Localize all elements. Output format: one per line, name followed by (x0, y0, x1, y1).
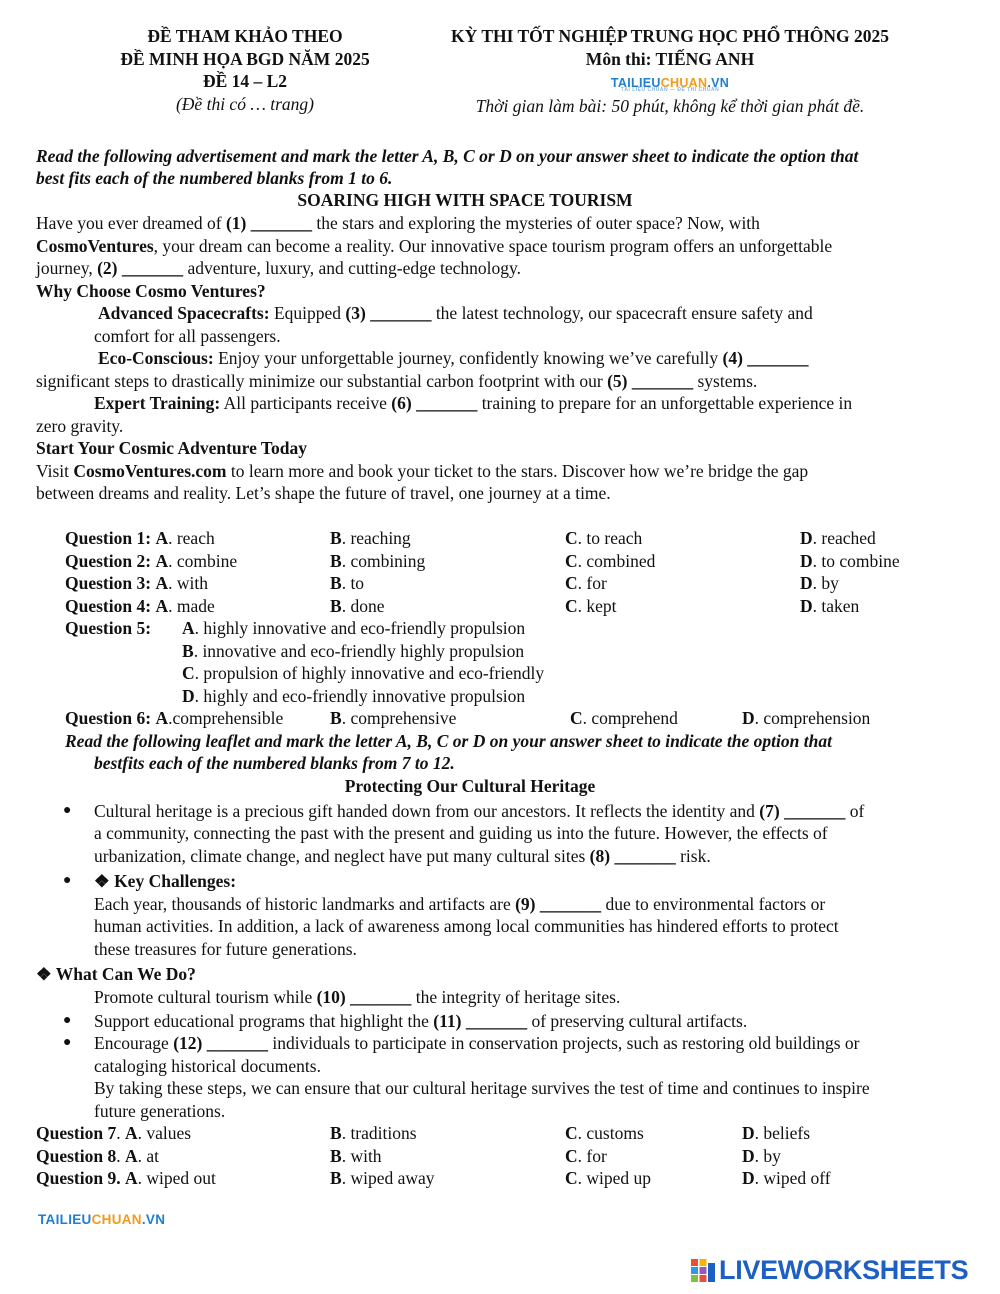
option-c[interactable]: to reach (586, 528, 643, 548)
option-a[interactable]: comprehensible (172, 708, 284, 728)
blank-2[interactable]: _______ (121, 258, 184, 278)
advanced-spacecrafts-line1: Advanced Spacecrafts: Equipped (3) _______ the latest technology, our spacecraft ensure safety and (98, 303, 813, 323)
option-a[interactable]: values (146, 1123, 192, 1143)
visit-line2: between dreams and reality. Let’s shape the future of travel, one journey at a time. (36, 483, 611, 503)
blank-5[interactable]: _______ (631, 371, 694, 391)
option-b[interactable]: traditions (350, 1123, 417, 1143)
q5-option-d[interactable]: D. highly and eco-friendly innovative propulsion (182, 686, 526, 706)
option-c[interactable]: wiped up (586, 1168, 652, 1188)
blank-8[interactable]: _______ (614, 846, 676, 866)
option-d[interactable]: comprehension (763, 708, 871, 728)
liveworksheets-icon (690, 1257, 716, 1283)
what-can-we-do-heading: ❖ What Can We Do? (36, 964, 196, 984)
blank-10[interactable]: _______ (350, 987, 412, 1007)
header-left-line4: (Đề thi có … trang) (175, 93, 315, 114)
bullet-icon: ● (63, 1035, 72, 1050)
watermark-logo-bottom: TAILIEUCHUAN.VN (38, 1212, 166, 1227)
option-a[interactable]: made (176, 596, 215, 616)
option-d[interactable]: wiped off (763, 1168, 831, 1188)
option-d[interactable]: beliefs (763, 1123, 811, 1143)
bullet-icon: ● (63, 1013, 72, 1028)
option-d[interactable]: by (821, 573, 839, 593)
q5-option-b[interactable]: B. innovative and eco-friendly highly propulsion (182, 641, 525, 661)
eco-conscious-line2: significant steps to drastically minimize our substantial carbon footprint with our (5) _______ systems. (36, 371, 758, 391)
option-c[interactable]: comprehend (591, 708, 678, 728)
option-c[interactable]: for (586, 573, 607, 593)
option-c[interactable]: customs (586, 1123, 644, 1143)
question-5-label: Question 5: (65, 618, 152, 638)
what-line2: Support educational programs that highlight the (11) _______ of preserving cultural artifacts. (94, 1011, 748, 1031)
option-c[interactable]: kept (586, 596, 617, 616)
option-d[interactable]: to combine (821, 551, 900, 571)
option-a[interactable]: with (176, 573, 208, 593)
visit-line1: Visit CosmoVentures.com to learn more and book your ticket to the stars. Discover how we’re bridge the gap (36, 461, 809, 481)
header-right (410, 25, 930, 118)
leaflet-line3: urbanization, climate change, and neglect have put many cultural sites (8) _______ risk. (94, 846, 711, 866)
section2-instruction-line1: Read the following leaflet and mark the letter A, B, C or D on your answer sheet to indicate the option that (65, 731, 832, 751)
option-d[interactable]: taken (821, 596, 860, 616)
option-d[interactable]: reached (821, 528, 876, 548)
liveworksheets-logo[interactable] (690, 1252, 968, 1288)
ad-paragraph-line1: Have you ever dreamed of (1) _______ the stars and exploring the mysteries of outer space? Now, with (36, 213, 760, 233)
what-line6: future generations. (94, 1101, 226, 1121)
section2-instruction-line2: bestfits each of the numbered blanks from 7 to 12. (94, 753, 455, 773)
header-left-line1: ĐỀ THAM KHẢO THEO (147, 26, 343, 46)
option-b[interactable]: wiped away (350, 1168, 435, 1188)
q5-option-a[interactable]: A. highly innovative and eco-friendly propulsion (182, 618, 526, 638)
blank-11[interactable]: _______ (465, 1011, 528, 1031)
option-a[interactable]: reach (176, 528, 215, 548)
what-line5: By taking these steps, we can ensure that our cultural heritage survives the test of time and continues to inspire (94, 1078, 870, 1098)
option-b[interactable]: with (350, 1146, 382, 1166)
key-challenges-heading: ❖ Key Challenges: (94, 871, 237, 891)
why-choose-heading: Why Choose Cosmo Ventures? (36, 281, 266, 301)
bullet-icon: ● (63, 873, 72, 888)
key-challenges-line2: human activities. In addition, a lack of awareness among local communities has hindered efforts to protect (94, 916, 839, 936)
watermark-subtitle: TÀI LIỆU CHUẨN — ĐỀ THI CHUẨN (620, 87, 720, 93)
header-left (95, 25, 395, 115)
start-adventure-heading: Start Your Cosmic Adventure Today (36, 438, 307, 458)
section2-title: Protecting Our Cultural Heritage (344, 776, 596, 796)
option-d[interactable]: by (763, 1146, 781, 1166)
option-b[interactable]: done (350, 596, 385, 616)
blank-12[interactable]: _______ (206, 1033, 268, 1053)
option-b[interactable]: to (350, 573, 365, 593)
blank-9[interactable]: _______ (539, 894, 602, 914)
ad-paragraph-line2: CosmoVentures, your dream can become a reality. Our innovative space tourism program offers an unforgettable (36, 236, 833, 256)
option-b[interactable]: reaching (350, 528, 411, 548)
leaflet-line2: a community, connecting the past with the present and guiding us into the future. However, the effects of (94, 823, 828, 843)
exam-subject: Môn thi: TIẾNG ANH (585, 48, 755, 69)
option-a[interactable]: at (146, 1146, 160, 1166)
option-a[interactable]: wiped out (146, 1168, 216, 1188)
exam-time: Thời gian làm bài: 50 phút, không kể thời gian phát đề. (475, 96, 865, 116)
section1-title: SOARING HIGH WITH SPACE TOURISM (297, 190, 633, 210)
q5-option-c[interactable]: C. propulsion of highly innovative and eco-friendly (182, 663, 545, 683)
section1-instruction-line1: Read the following advertisement and mark the letter A, B, C or D on your answer sheet to indicate the option that (36, 146, 859, 166)
option-a[interactable]: combine (176, 551, 238, 571)
what-line4: cataloging historical documents. (94, 1056, 321, 1076)
header-left-line2: ĐỀ MINH HỌA BGD NĂM 2025 (120, 48, 370, 69)
bullet-icon: ● (63, 803, 72, 818)
ad-paragraph-line3: journey, (2) _______ adventure, luxury, and cutting-edge technology. (36, 258, 522, 278)
blank-3[interactable]: _______ (370, 303, 432, 323)
expert-training-line1: Expert Training: All participants receive (6) _______ training to prepare for an unforgettable experience in (94, 393, 853, 413)
option-c[interactable]: combined (586, 551, 656, 571)
option-b[interactable]: comprehensive (350, 708, 457, 728)
option-b[interactable]: combining (350, 551, 426, 571)
header-left-line3: ĐỀ 14 – L2 (202, 71, 288, 91)
exam-title: KỲ THI TỐT NGHIỆP TRUNG HỌC PHỔ THÔNG 2025 (451, 26, 889, 46)
option-c[interactable]: for (586, 1146, 607, 1166)
blank-7[interactable]: _______ (784, 801, 846, 821)
blank-6[interactable]: _______ (416, 393, 478, 413)
section1-instruction-line2: best fits each of the numbered blanks from 1 to 6. (36, 168, 393, 188)
blank-4[interactable]: _______ (747, 348, 809, 368)
key-challenges-line1: Each year, thousands of historic landmarks and artifacts are (9) _______ due to environmental factors or (94, 894, 826, 914)
leaflet-line1: Cultural heritage is a precious gift handed down from our ancestors. It reflects the identity and (7) _______ of (94, 801, 865, 821)
what-line3: Encourage (12) _______ individuals to participate in conservation projects, such as restoring old buildings or (94, 1033, 860, 1053)
expert-training-line2: zero gravity. (36, 416, 124, 436)
blank-1[interactable]: _______ (250, 213, 313, 233)
liveworksheets-wordmark: LIVEWORKSHEETS (719, 1254, 969, 1285)
advanced-spacecrafts-line2: comfort for all passengers. (94, 326, 281, 346)
what-line1: Promote cultural tourism while (10) _______ the integrity of heritage sites. (94, 987, 621, 1007)
eco-conscious-line1: Eco-Conscious: Enjoy your unforgettable journey, confidently knowing we’ve carefully (4) _______ (98, 348, 809, 368)
key-challenges-line3: these treasures for future generations. (94, 939, 357, 959)
watermark-logo-top: TAILIEUCHUAN.VN (610, 76, 730, 90)
